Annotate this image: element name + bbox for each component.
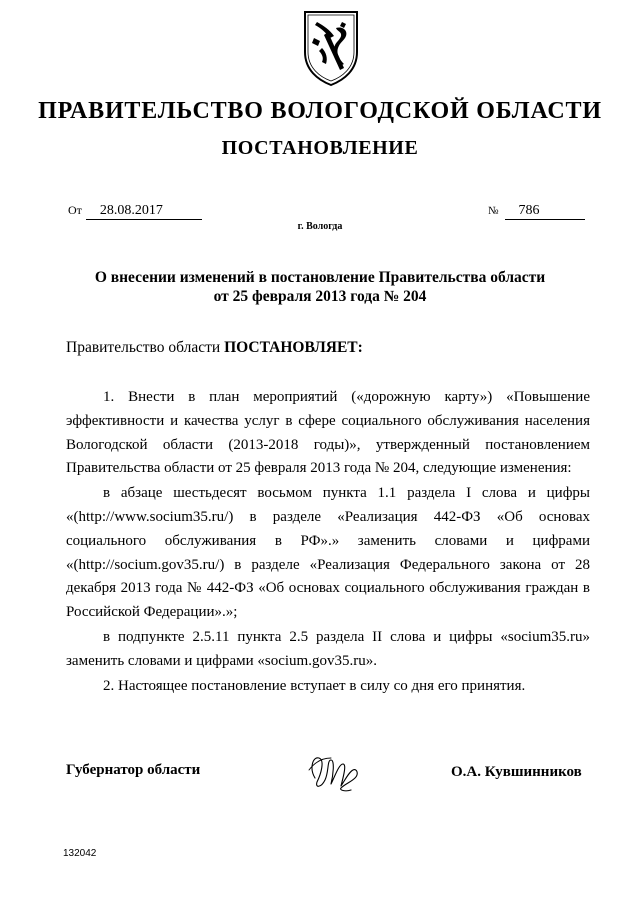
preamble-text: Правительство области <box>66 339 221 356</box>
paragraph-2: в абзаце шестьдесят восьмом пункта 1.1 раздела I слова и цифры «(http://www.socium35.ru/) в разделе «Реализация 442-ФЗ «Об основах социального обслуживания в РФ».» заменить словами и цифрами «(http://socium.gov35.ru/) в разделе «Реализация Федерального закона от 28 декабря 2013 года № 442-ФЗ «Об основах социального обслуживания граждан в Российской Федерации».»; <box>66 485 590 621</box>
city: г. Вологда <box>297 221 343 232</box>
organization-title: ПРАВИТЕЛЬСТВО ВОЛОГОДСКОЙ ОБЛАСТИ <box>38 98 602 124</box>
handwritten-signature <box>305 748 363 796</box>
preamble-bold: ПОСТАНОВЛЯЕТ: <box>224 339 363 356</box>
document-number <box>488 203 585 220</box>
subject-line-2: от 25 февраля 2013 года № 204 <box>213 288 427 305</box>
date-value: 28.08.2017 <box>86 203 202 220</box>
signatory-position: Губернатор области <box>66 762 201 778</box>
document-date <box>68 203 202 220</box>
number-prefix: № <box>488 205 499 217</box>
date-prefix: От <box>68 203 82 217</box>
signatory-name: О.А. Кувшинников <box>451 764 582 780</box>
paragraph-1: 1. Внести в план мероприятий («дорожную карту») «Повышение эффективности и качества услуг в сфере социального обслуживания населения Вологодской области (2013-2018 годы)», утвержденный постановлением Правительства области от 25 февраля 2013 года № 204, следующие изменения: <box>66 389 590 477</box>
subject-line-1: О внесении изменений в постановление Правительства области <box>94 269 546 286</box>
number-value: 786 <box>505 203 585 220</box>
paragraph-4: 2. Настоящее постановление вступает в силу со дня его принятия. <box>103 677 526 694</box>
document-type: ПОСТАНОВЛЕНИЕ <box>221 137 419 159</box>
preamble <box>66 339 363 357</box>
coat-of-arms-icon <box>300 8 362 88</box>
paragraph-3: в подпункте 2.5.11 пункта 2.5 раздела II слова и цифры «socium35.ru» заменить словами и цифрами «socium.gov35.ru». <box>66 628 590 669</box>
document-code: 132042 <box>63 848 97 859</box>
document-subject <box>0 268 640 306</box>
document-body <box>66 386 590 699</box>
